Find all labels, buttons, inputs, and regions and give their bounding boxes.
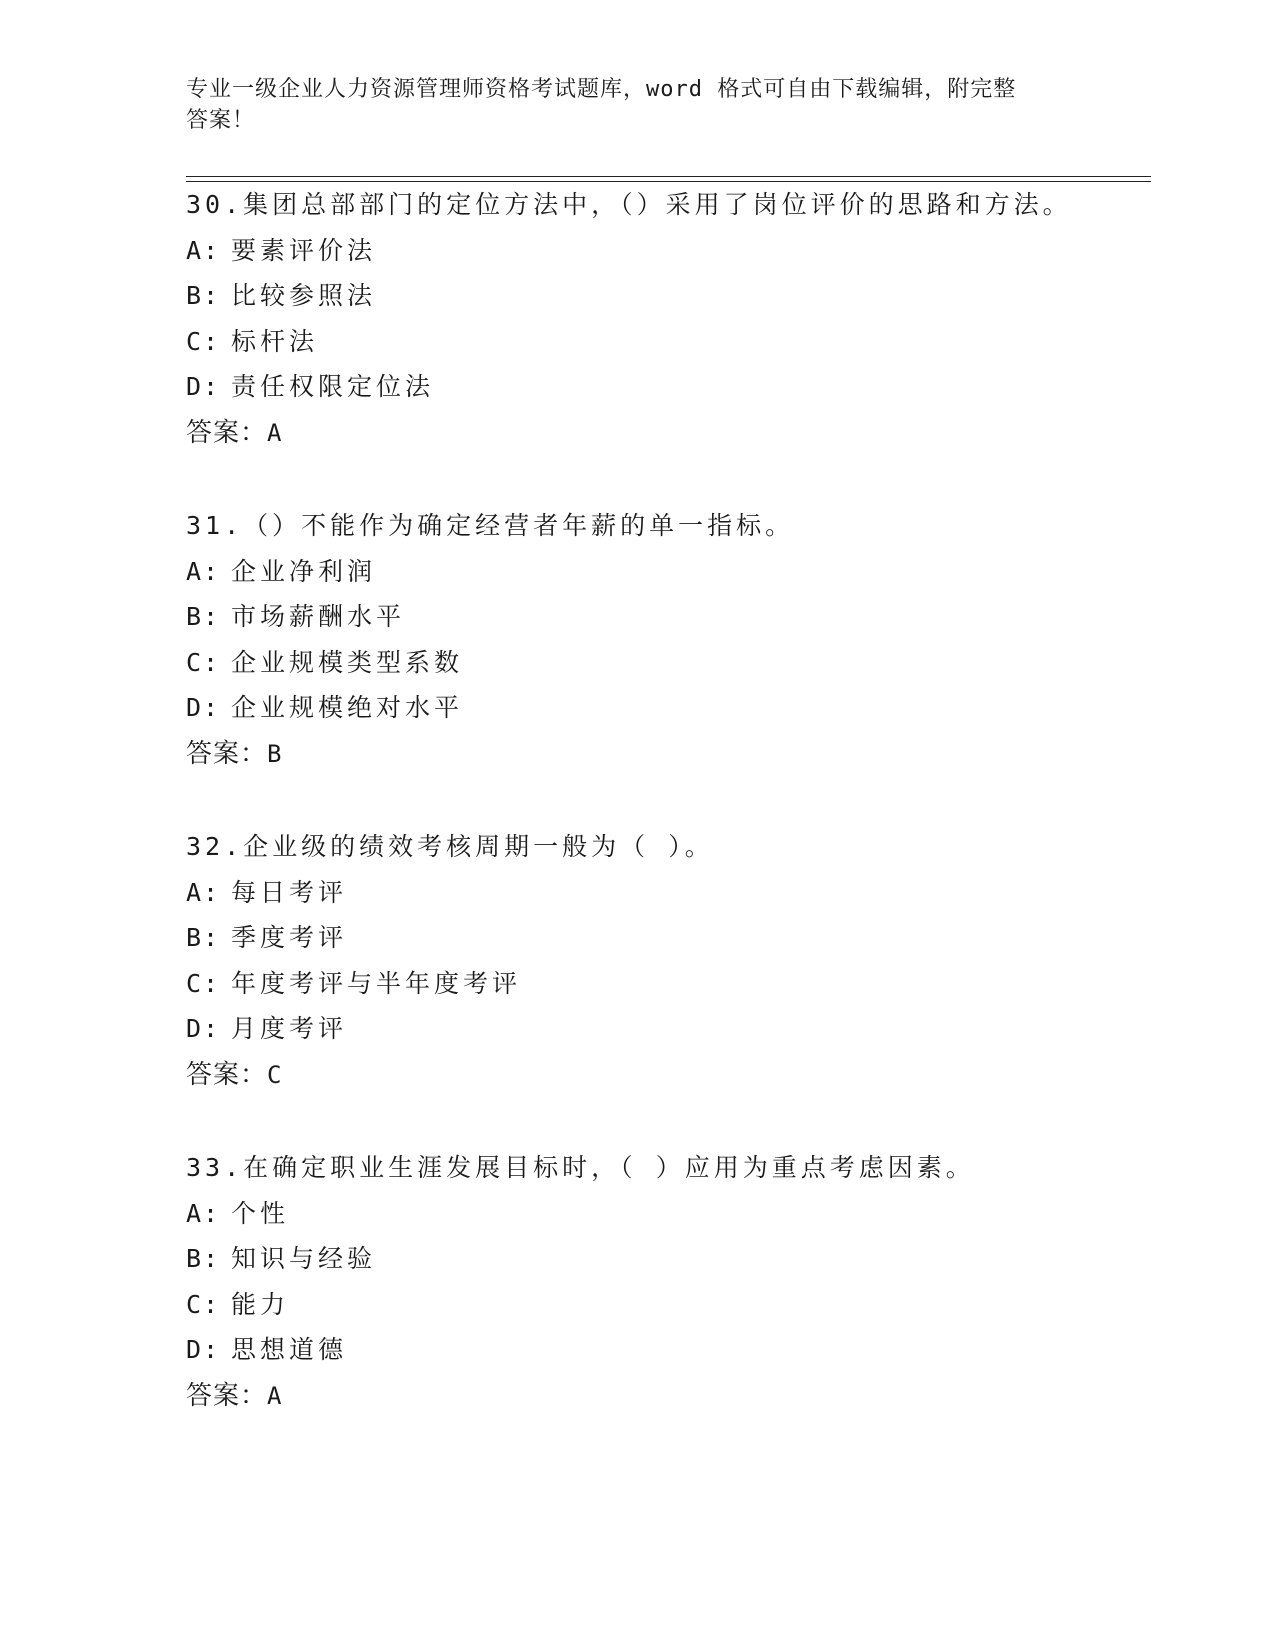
option-b xyxy=(186,915,1151,961)
option-letter: A: xyxy=(186,877,221,907)
option-text: 季度考评 xyxy=(231,923,348,952)
answer-value: A xyxy=(267,1381,283,1410)
option-letter: C: xyxy=(186,647,221,677)
option-c xyxy=(186,640,1151,686)
option-text: 能力 xyxy=(231,1289,290,1319)
question-stem: 33.在确定职业生涯发展目标时，（ ）应用为重点考虑因素。 xyxy=(186,1153,975,1182)
answer-line xyxy=(186,731,1151,777)
answer-label: 答案： xyxy=(186,417,268,448)
option-text: 企业规模绝对水平 xyxy=(231,693,464,722)
option-text: 个性 xyxy=(231,1198,290,1228)
question-32 xyxy=(186,824,1151,1098)
option-c xyxy=(186,961,1151,1007)
answer-line xyxy=(186,410,1151,456)
option-a xyxy=(186,549,1151,595)
option-a xyxy=(186,1191,1151,1237)
option-a xyxy=(186,870,1151,916)
question-30 xyxy=(186,182,1151,456)
option-letter: B: xyxy=(186,1244,221,1273)
option-text: 责任权限定位法 xyxy=(231,372,435,401)
option-text: 年度考评与半年度考评 xyxy=(231,968,522,998)
option-letter: B: xyxy=(186,602,221,631)
option-b xyxy=(186,594,1151,640)
question-31 xyxy=(186,503,1151,777)
question-stem: 32.企业级的绩效考核周期一般为（ ）。 xyxy=(186,832,714,861)
option-letter: D: xyxy=(186,1014,221,1043)
answer-label: 答案： xyxy=(186,738,268,769)
header-line-1: 专业一级企业人力资源管理师资格考试题库，word 格式可自由下载编辑，附完整 xyxy=(186,77,1017,102)
option-text: 知识与经验 xyxy=(231,1244,377,1273)
option-letter: A: xyxy=(186,235,221,265)
option-text: 企业规模类型系数 xyxy=(231,647,464,677)
option-text: 月度考评 xyxy=(231,1014,348,1043)
answer-value: C xyxy=(267,1060,283,1089)
option-letter: D: xyxy=(186,693,221,722)
option-b xyxy=(186,1236,1151,1282)
answer-value: B xyxy=(267,739,283,768)
option-a xyxy=(186,228,1151,274)
question-33 xyxy=(186,1145,1151,1419)
header-divider-top xyxy=(186,176,1151,177)
option-d xyxy=(186,364,1151,410)
option-text: 企业净利润 xyxy=(231,556,377,586)
option-d xyxy=(186,685,1151,731)
option-letter: C: xyxy=(186,1289,221,1319)
option-text: 比较参照法 xyxy=(231,281,377,310)
option-text: 思想道德 xyxy=(231,1335,348,1364)
option-c xyxy=(186,1282,1151,1328)
option-c xyxy=(186,319,1151,365)
question-stem: 30.集团总部部门的定位方法中，（）采用了岗位评价的思路和方法。 xyxy=(186,190,1072,219)
option-letter: B: xyxy=(186,923,221,952)
answer-line xyxy=(186,1052,1151,1098)
option-letter: A: xyxy=(186,556,221,586)
answer-value: A xyxy=(267,418,283,447)
option-letter: B: xyxy=(186,281,221,310)
document-header xyxy=(186,74,1066,136)
option-b xyxy=(186,273,1151,319)
answer-line xyxy=(186,1373,1151,1419)
option-letter: C: xyxy=(186,968,221,998)
option-letter: C: xyxy=(186,326,221,356)
option-letter: D: xyxy=(186,1335,221,1364)
answer-label: 答案： xyxy=(186,1059,268,1090)
answer-label: 答案： xyxy=(186,1380,268,1411)
option-text: 标杆法 xyxy=(231,326,319,356)
option-text: 市场薪酬水平 xyxy=(231,602,406,631)
header-line-2: 答案！ xyxy=(186,108,256,133)
question-stem: 31.（）不能作为确定经营者年薪的单一指标。 xyxy=(186,511,795,540)
option-d xyxy=(186,1006,1151,1052)
option-letter: A: xyxy=(186,1198,221,1228)
option-text: 要素评价法 xyxy=(231,235,377,265)
option-text: 每日考评 xyxy=(231,877,348,907)
option-d xyxy=(186,1327,1151,1373)
option-letter: D: xyxy=(186,372,221,401)
